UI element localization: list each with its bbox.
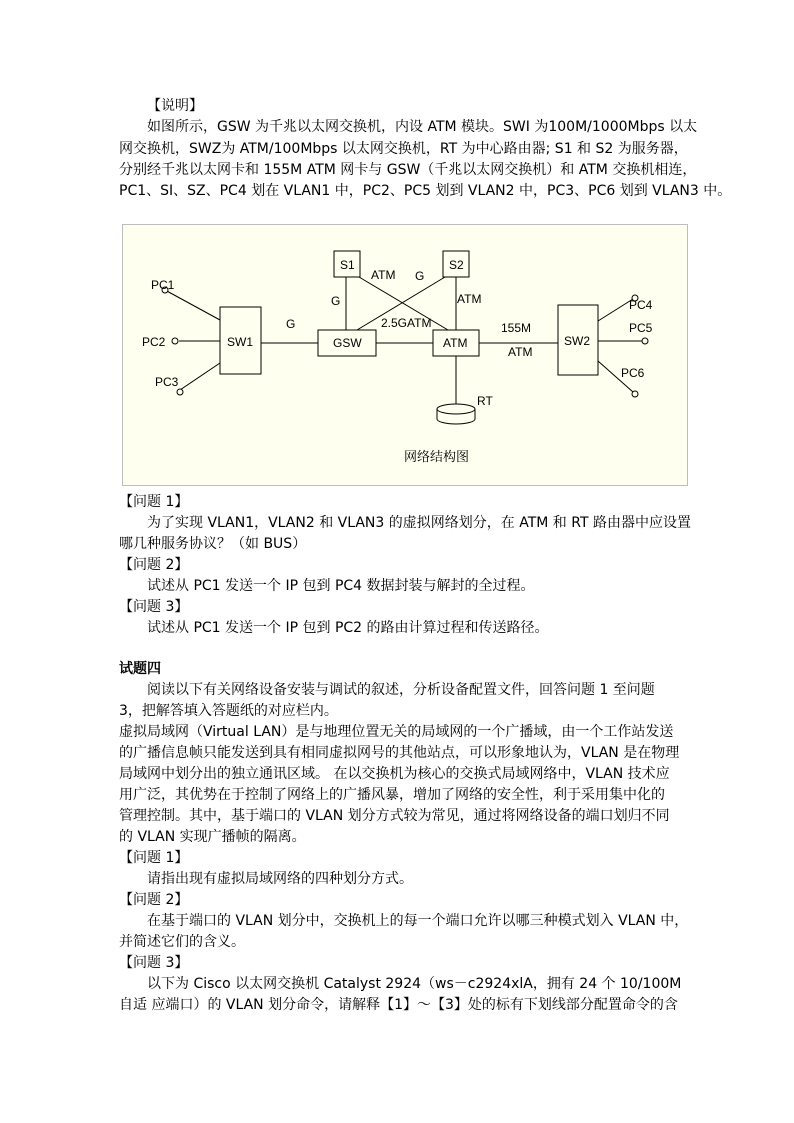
link-sw2-pc4: [598, 299, 633, 321]
body-line: 的广播信息帧只能发送到具有相同虚拟网号的其他站点，可以形象地认为，VLAN 是在物理: [119, 745, 680, 761]
intro-line: 分别经千兆以太网卡和 155M ATM 网卡与 GSW（千兆以太网交换机）和 ATM 交换机相连，: [119, 162, 697, 178]
pc5-node: [642, 338, 648, 344]
link-label-atm-sw2-top: 155M: [501, 321, 532, 335]
pc6-node: [632, 391, 638, 397]
sw1-label: SW1: [227, 335, 254, 349]
pc3-node: [177, 389, 183, 395]
section-intro: 阅读以下有关网络设备安装与调试的叙述，分析设备配置文件，回答问题 1 至问题: [147, 682, 655, 698]
intro-heading: 【说明】: [147, 98, 203, 114]
link-label-sw1-gsw: G: [286, 317, 296, 331]
link-pc1-sw1: [165, 290, 220, 320]
gsw-label: GSW: [333, 336, 362, 350]
intro-line: 如图所示，GSW 为千兆以太网交换机，内设 ATM 模块。SWI 为100M/1000Mbps 以太: [147, 119, 698, 135]
s1-label: S1: [340, 258, 355, 272]
problem-text: 请指出现有虚拟局域网络的四种划分方式。: [147, 871, 413, 887]
link-label-s1-g: G: [331, 294, 341, 308]
pc4-label: PC4: [629, 298, 653, 312]
problem-heading: 【问题 3】: [119, 599, 189, 615]
rt-label: RT: [477, 394, 493, 408]
link-label-s1-atm: ATM: [371, 268, 396, 282]
problem-text: 以下为 Cisco 以太网交换机 Catalyst 2924（ws－c2924xlA，拥有 24 个 10/100M: [147, 976, 682, 992]
pc5-label: PC5: [629, 321, 653, 335]
s2-label: S2: [449, 258, 464, 272]
link-label-atm-sw2-bottom: ATM: [508, 345, 533, 359]
body-line: 的 VLAN 实现广播帧的隔离。: [119, 829, 306, 845]
pc2-node: [172, 338, 178, 344]
problem-heading: 【问题 3】: [119, 955, 189, 971]
body-line: 用广泛，其优势在于控制了网络上的广播风暴，增加了网络的安全性，利于采用集中化的: [119, 787, 665, 803]
problem-heading: 【问题 1】: [119, 850, 189, 866]
body-line: 虚拟局域网（Virtual LAN）是与地理位置无关的局域网的一个广播域，由一个工作站发送: [119, 724, 674, 740]
problem-text: 为了实现 VLAN1，VLAN2 和 VLAN3 的虚拟网络划分，在 ATM 和 RT 路由器中应设置: [147, 515, 691, 531]
problem-text: 自适 应端口）的 VLAN 划分命令，请解释【1】～【3】处的标有下划线部分配置命令的含: [119, 997, 678, 1013]
atm-label: ATM: [443, 336, 468, 350]
problem-text: 试述从 PC1 发送一个 IP 包到 PC2 的路由计算过程和传送路径。: [147, 620, 549, 636]
rt-top: [437, 404, 475, 414]
problem-heading: 【问题 2】: [119, 557, 189, 573]
link-label-gsw-atm: 2.5GATM: [381, 316, 432, 330]
problem-text: 在基于端口的 VLAN 划分中，交换机上的每一个端口允许以哪三种模式划入 VLAN 中，: [147, 913, 689, 929]
problem-text: 哪几种服务协议？（如 BUS）: [119, 536, 307, 552]
link-label-s2-atm: ATM: [457, 292, 482, 306]
intro-line: 网交换机，SWZ为 ATM/100Mbps 以太网交换机，RT 为中心路由器; S1 和 S2 为服务器，: [119, 141, 688, 157]
pc3-label: PC3: [155, 375, 179, 389]
section-title: 试题四: [119, 661, 161, 677]
intro-line: PC1、SI、SZ、PC4 划在 VLAN1 中，PC2、PC5 划到 VLAN2 中，PC3、PC6 划到 VLAN3 中。: [119, 183, 732, 199]
problem-text: 试述从 PC1 发送一个 IP 包到 PC4 数据封装与解封的全过程。: [147, 578, 535, 594]
link-label-s2-g: G: [415, 269, 425, 283]
body-line: 管理控制。其中，基于端口的 VLAN 划分方式较为常见，通过将网络设备的端口划归不同: [119, 808, 670, 824]
body-line: 局域网中划分出的独立通讯区域。 在以交换机为核心的交换式局域网络中，VLAN 技术应: [119, 766, 670, 782]
section-intro: 3，把解答填入答题纸的对应栏内。: [119, 703, 338, 719]
problem-heading: 【问题 2】: [119, 892, 189, 908]
pc6-label: PC6: [621, 366, 645, 380]
figure-caption: 网络结构图: [404, 450, 470, 465]
pc2-label: PC2: [142, 335, 166, 349]
sw2-label: SW2: [564, 334, 591, 348]
problem-heading: 【问题 1】: [119, 494, 189, 510]
pc1-label: PC1: [151, 278, 175, 292]
network-diagram: [122, 224, 688, 486]
link-pc3-sw1: [180, 363, 220, 390]
problem-text: 并简述它们的含义。: [119, 934, 245, 950]
network-diagram-svg: [123, 225, 689, 487]
